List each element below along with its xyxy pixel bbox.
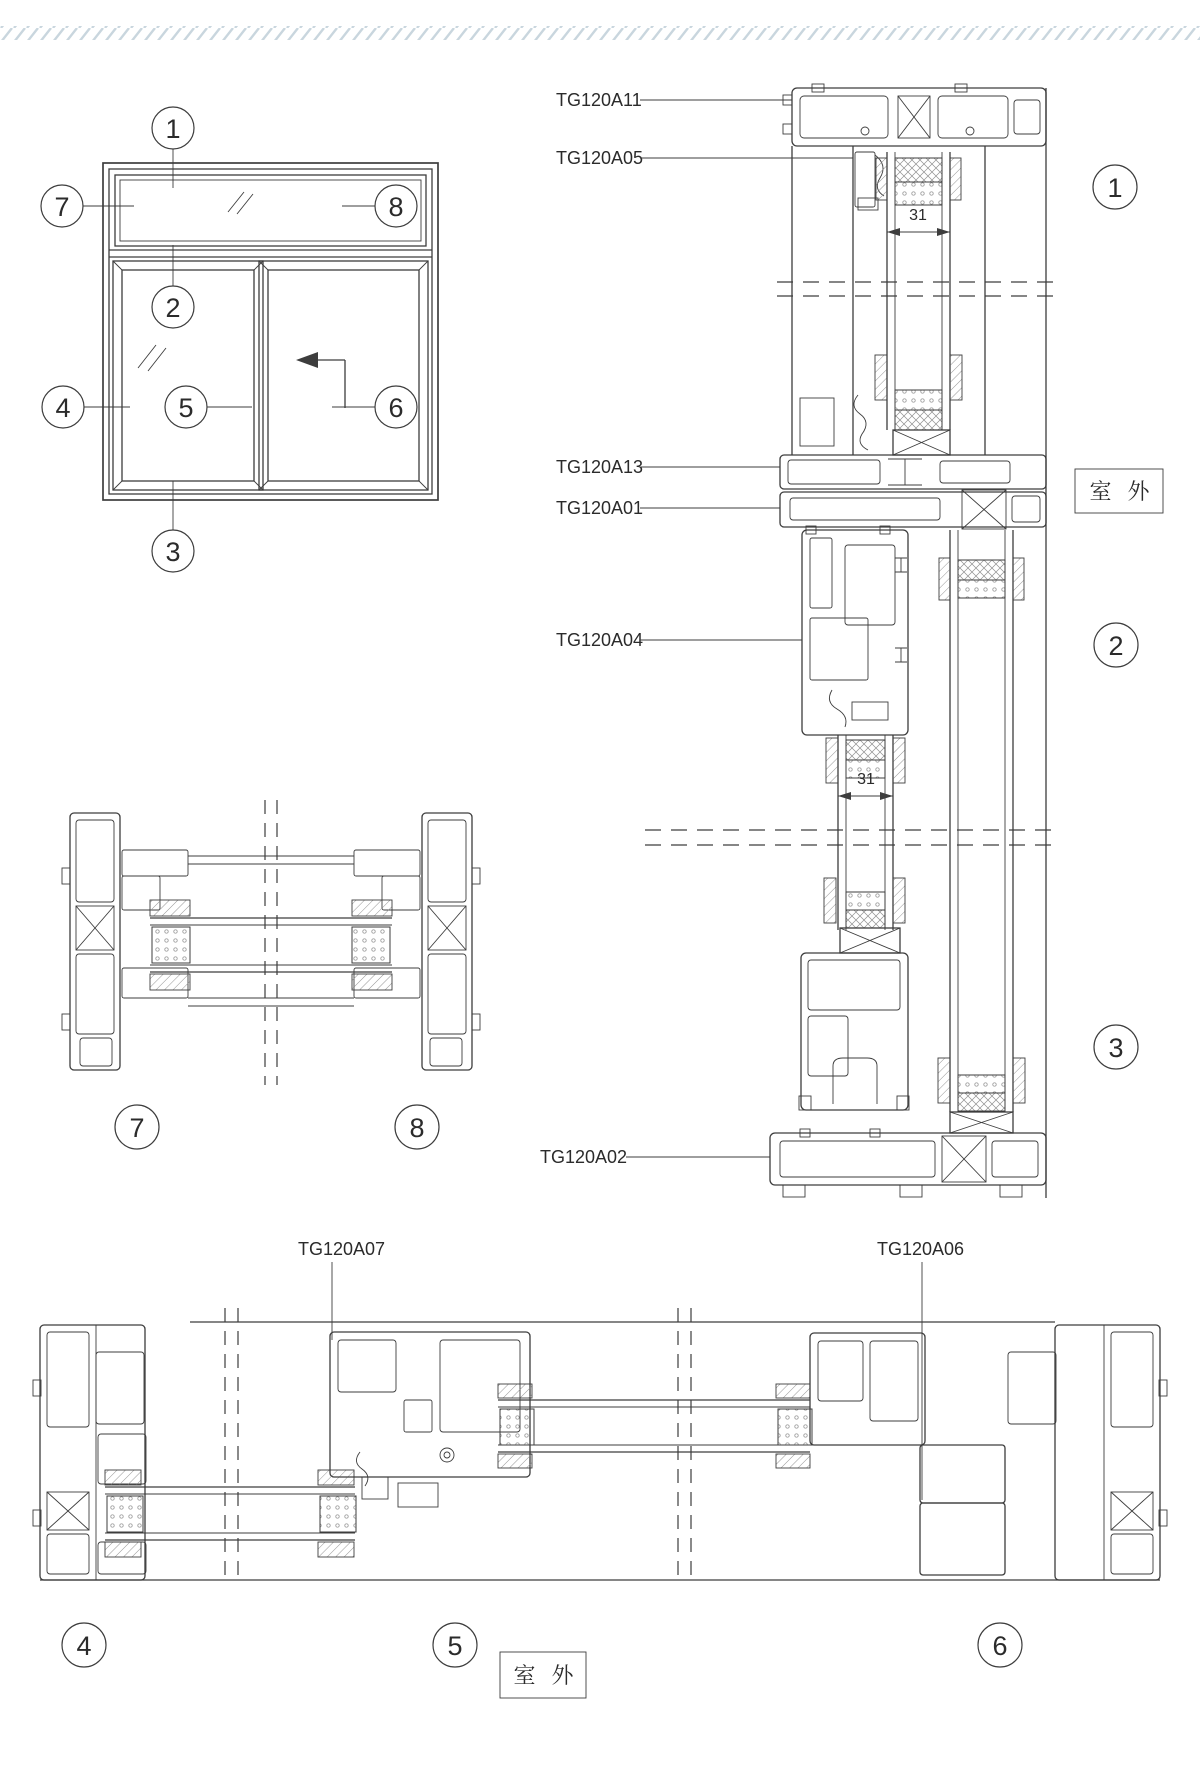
hs7-glass-unit (150, 900, 392, 990)
top-hatch-band (0, 26, 1200, 40)
hsb-right-jamb (1008, 1325, 1167, 1580)
window-elevation (41, 107, 438, 572)
section-callout-8 (395, 1105, 439, 1149)
callout-1 (152, 107, 194, 188)
hsb-labels (298, 1239, 964, 1500)
label-tg120a02: TG120A02 (540, 1147, 628, 1167)
callout-5-number: 5 (178, 393, 194, 423)
section-callout-7-number: 7 (129, 1113, 145, 1143)
label-tg120a04: TG120A04 (556, 630, 644, 650)
vertical-section (540, 84, 1163, 1198)
label-tg120a06: TG120A06 (877, 1239, 965, 1259)
hs7-left-jamb (62, 813, 120, 1070)
section-callout-1 (1093, 165, 1137, 209)
vs-labels (540, 90, 853, 1167)
sill-profile (770, 1129, 1046, 1197)
callout-2-number: 2 (165, 293, 181, 323)
section-callout-6-number: 6 (992, 1631, 1008, 1661)
horizontal-section-bottom (33, 1239, 1167, 1698)
section-callout-6 (978, 1623, 1022, 1667)
callout-4 (42, 386, 130, 428)
section-callout-4-number: 4 (76, 1631, 92, 1661)
right-sash (259, 261, 428, 490)
section-callout-4 (62, 1623, 106, 1667)
hs7-right-jamb (422, 813, 480, 1070)
glass-mark-transom (228, 192, 253, 214)
label-tg120a13: TG120A13 (556, 457, 644, 477)
label-tg120a05: TG120A05 (556, 148, 644, 168)
callout-3-number: 3 (165, 537, 181, 567)
label-tg120a11: TG120A11 (556, 90, 642, 110)
callout-8-number: 8 (388, 192, 404, 222)
callout-6-number: 6 (388, 393, 404, 423)
horizontal-section-top (62, 800, 480, 1149)
label-tg120a01: TG120A01 (556, 498, 644, 518)
dim-31-lower-value: 31 (857, 771, 875, 788)
section-callout-7 (115, 1105, 159, 1149)
transom-profile-lower (780, 490, 1046, 529)
glass-mark-sash (138, 345, 166, 371)
section-callout-2-number: 2 (1108, 631, 1124, 661)
transom-profile-upper (780, 455, 1046, 489)
inner-sash-glass (824, 735, 905, 953)
callout-1-number: 1 (165, 114, 181, 144)
section-callout-3 (1094, 1025, 1138, 1069)
slide-direction-arrow (296, 352, 345, 408)
head-profile (783, 84, 1046, 146)
dim-31-upper (887, 207, 950, 236)
label-tg120a07: TG120A07 (298, 1239, 386, 1259)
outer-sash-glass (938, 530, 1025, 1133)
callout-8 (342, 185, 417, 227)
section-callout-5-number: 5 (447, 1631, 463, 1661)
dim-31-upper-value: 31 (909, 207, 927, 224)
section-callout-2 (1094, 623, 1138, 667)
section-callout-5 (433, 1623, 477, 1667)
section-callout-8-number: 8 (409, 1113, 425, 1143)
sash-bottom-rail (799, 953, 909, 1110)
outdoor-box-bottom (500, 1652, 586, 1698)
hsb-inner-glass (105, 1470, 356, 1557)
callout-5 (165, 386, 252, 428)
hsb-outer-glass (498, 1384, 812, 1468)
callout-4-number: 4 (55, 393, 71, 423)
outdoor-box-vertical (1075, 469, 1163, 513)
track-profile (802, 526, 908, 735)
callout-7-number: 7 (54, 192, 70, 222)
upper-glass-unit (875, 152, 962, 430)
outdoor-text-vertical: 室 外 (1089, 479, 1155, 504)
section-callout-3-number: 3 (1108, 1033, 1124, 1063)
outdoor-text-bottom: 室 外 (513, 1663, 579, 1688)
hsb-right-sash-stile (810, 1333, 1005, 1575)
section-callout-1-number: 1 (1107, 173, 1123, 203)
